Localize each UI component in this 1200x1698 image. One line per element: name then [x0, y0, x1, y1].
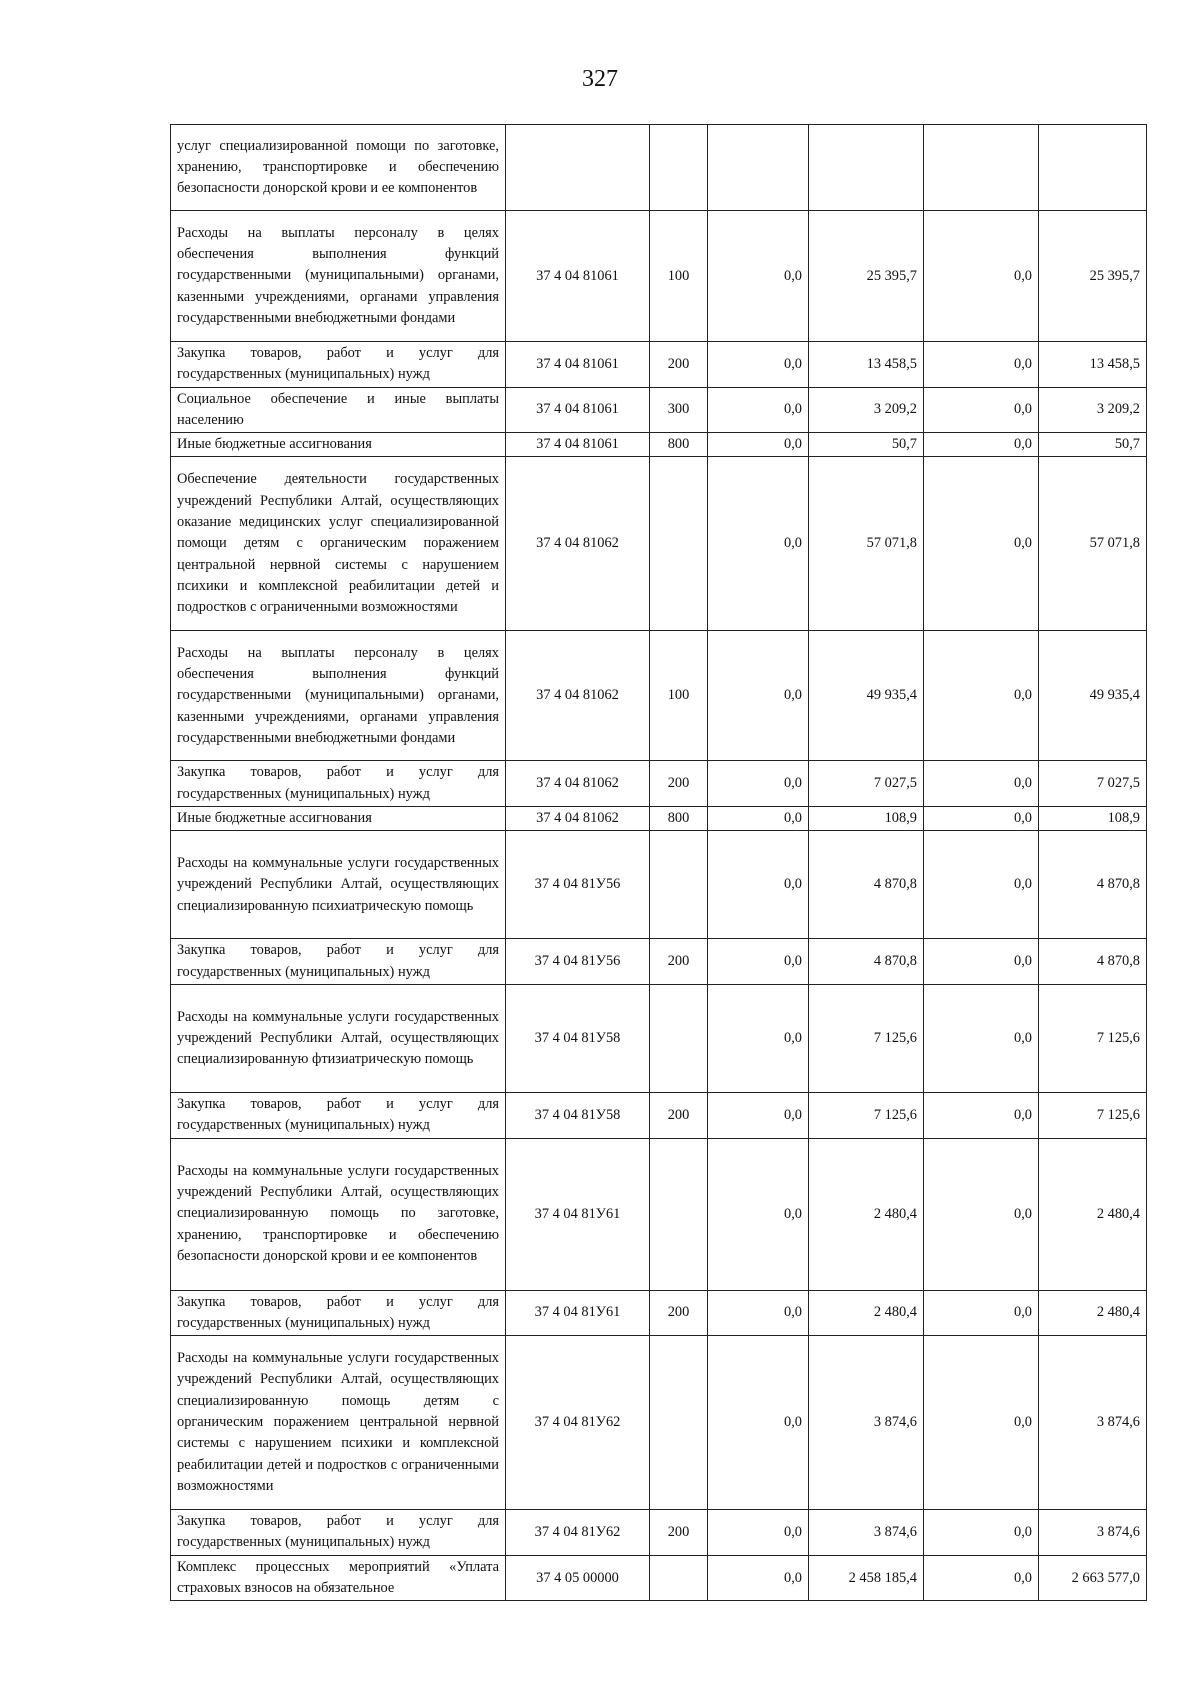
table-row	[171, 1336, 1147, 1510]
row-value-1: 0,0	[708, 457, 809, 631]
row-value-1: 0,0	[708, 387, 809, 433]
row-value-4: 57 071,8	[1039, 457, 1147, 631]
row-expense-type	[650, 831, 708, 939]
row-value-3: 0,0	[924, 1555, 1039, 1601]
table-row	[171, 1138, 1147, 1290]
row-value-2: 49 935,4	[809, 631, 924, 761]
row-value-1: 0,0	[708, 631, 809, 761]
row-name: Иные бюджетные ассигнования	[171, 433, 506, 457]
row-value-1	[708, 125, 809, 211]
row-value-2: 3 874,6	[809, 1510, 924, 1556]
row-value-3: 0,0	[924, 807, 1039, 831]
table-row	[171, 831, 1147, 939]
row-value-1: 0,0	[708, 1555, 809, 1601]
row-name: Расходы на коммунальные услуги государственных учреждений Республики Алтай, осуществляющих специализированную помощь детям с органическим поражением центральной нервной системы с нарушением психики и комплексной реабилитации детей и подростков с ограниченными возможностями	[171, 1336, 506, 1510]
row-code: 37 4 05 00000	[506, 1555, 650, 1601]
row-expense-type: 200	[650, 1510, 708, 1556]
row-value-2: 7 125,6	[809, 1092, 924, 1138]
row-name: Расходы на коммунальные услуги государственных учреждений Республики Алтай, осуществляющих специализированную фтизиатрическую помощь	[171, 984, 506, 1092]
row-name: Расходы на коммунальные услуги государственных учреждений Республики Алтай, осуществляющих специализированную помощь по заготовке, хранению, транспортировке и обеспечению безопасности донорской крови и ее компонентов	[171, 1138, 506, 1290]
table-row	[171, 807, 1147, 831]
row-expense-type	[650, 125, 708, 211]
row-value-2: 7 125,6	[809, 984, 924, 1092]
row-expense-type	[650, 1138, 708, 1290]
row-expense-type: 800	[650, 807, 708, 831]
row-name: Расходы на выплаты персоналу в целях обеспечения выполнения функций государственными (муниципальными) органами, казенными учреждениями, органами управления государственными внебюджетными фондами	[171, 631, 506, 761]
row-value-3	[924, 125, 1039, 211]
row-expense-type: 200	[650, 1290, 708, 1336]
row-name: Иные бюджетные ассигнования	[171, 807, 506, 831]
row-code: 37 4 04 81У62	[506, 1336, 650, 1510]
row-name: Комплекс процессных мероприятий «Уплата страховых взносов на обязательное	[171, 1555, 506, 1601]
row-expense-type: 800	[650, 433, 708, 457]
row-code: 37 4 04 81062	[506, 457, 650, 631]
row-code: 37 4 04 81У62	[506, 1510, 650, 1556]
row-expense-type: 200	[650, 342, 708, 388]
row-code: 37 4 04 81062	[506, 761, 650, 807]
row-value-4: 25 395,7	[1039, 211, 1147, 342]
table-row	[171, 1290, 1147, 1336]
table-row	[171, 984, 1147, 1092]
row-value-4: 13 458,5	[1039, 342, 1147, 388]
table-row	[171, 1555, 1147, 1601]
row-value-2	[809, 125, 924, 211]
row-value-3: 0,0	[924, 1138, 1039, 1290]
row-code: 37 4 04 81061	[506, 211, 650, 342]
row-value-3: 0,0	[924, 1510, 1039, 1556]
table-row	[171, 761, 1147, 807]
row-expense-type	[650, 1336, 708, 1510]
row-value-4: 108,9	[1039, 807, 1147, 831]
row-value-2: 3 209,2	[809, 387, 924, 433]
row-value-2: 25 395,7	[809, 211, 924, 342]
row-value-1: 0,0	[708, 1092, 809, 1138]
row-value-1: 0,0	[708, 1510, 809, 1556]
row-name: Закупка товаров, работ и услуг для государственных (муниципальных) нужд	[171, 1092, 506, 1138]
table-row	[171, 211, 1147, 342]
row-value-2: 2 458 185,4	[809, 1555, 924, 1601]
row-code: 37 4 04 81062	[506, 807, 650, 831]
row-value-4: 3 209,2	[1039, 387, 1147, 433]
row-name: Закупка товаров, работ и услуг для государственных (муниципальных) нужд	[171, 1510, 506, 1556]
row-value-3: 0,0	[924, 939, 1039, 985]
row-value-2: 4 870,8	[809, 939, 924, 985]
row-name: Расходы на выплаты персоналу в целях обеспечения выполнения функций государственными (муниципальными) органами, казенными учреждениями, органами управления государственными внебюджетными фондами	[171, 211, 506, 342]
row-value-4: 49 935,4	[1039, 631, 1147, 761]
row-value-3: 0,0	[924, 984, 1039, 1092]
row-value-3: 0,0	[924, 631, 1039, 761]
row-value-1: 0,0	[708, 939, 809, 985]
row-value-4: 50,7	[1039, 433, 1147, 457]
row-value-4: 4 870,8	[1039, 831, 1147, 939]
row-code: 37 4 04 81У61	[506, 1290, 650, 1336]
row-name: услуг специализированной помощи по заготовке, хранению, транспортировке и обеспечению безопасности донорской крови и ее компонентов	[171, 125, 506, 211]
row-value-3: 0,0	[924, 831, 1039, 939]
table-row	[171, 1510, 1147, 1556]
row-value-1: 0,0	[708, 984, 809, 1092]
row-name: Расходы на коммунальные услуги государственных учреждений Республики Алтай, осуществляющих специализированную психиатрическую помощь	[171, 831, 506, 939]
row-value-2: 57 071,8	[809, 457, 924, 631]
row-expense-type: 200	[650, 939, 708, 985]
row-name: Социальное обеспечение и иные выплаты населению	[171, 387, 506, 433]
row-name: Закупка товаров, работ и услуг для государственных (муниципальных) нужд	[171, 939, 506, 985]
row-value-4: 2 480,4	[1039, 1138, 1147, 1290]
row-value-1: 0,0	[708, 342, 809, 388]
row-value-2: 2 480,4	[809, 1290, 924, 1336]
row-name: Закупка товаров, работ и услуг для государственных (муниципальных) нужд	[171, 342, 506, 388]
row-expense-type: 300	[650, 387, 708, 433]
row-expense-type: 200	[650, 761, 708, 807]
row-code: 37 4 04 81061	[506, 433, 650, 457]
row-code: 37 4 04 81062	[506, 631, 650, 761]
row-value-4: 7 027,5	[1039, 761, 1147, 807]
table-row	[171, 457, 1147, 631]
row-expense-type: 100	[650, 631, 708, 761]
row-value-3: 0,0	[924, 761, 1039, 807]
row-value-4	[1039, 125, 1147, 211]
row-value-3: 0,0	[924, 433, 1039, 457]
row-value-3: 0,0	[924, 1092, 1039, 1138]
row-value-1: 0,0	[708, 761, 809, 807]
row-name: Обеспечение деятельности государственных учреждений Республики Алтай, осуществляющих оказание медицинских услуг специализированной помощи детям с органическим поражением центральной нервной системы с нарушением психики и комплексной реабилитации детей и подростков с ограниченными возможностями	[171, 457, 506, 631]
row-value-3: 0,0	[924, 342, 1039, 388]
table-row	[171, 1092, 1147, 1138]
table-row	[171, 125, 1147, 211]
row-expense-type	[650, 1555, 708, 1601]
row-code: 37 4 04 81У58	[506, 984, 650, 1092]
row-value-1: 0,0	[708, 211, 809, 342]
row-name: Закупка товаров, работ и услуг для государственных (муниципальных) нужд	[171, 1290, 506, 1336]
row-value-1: 0,0	[708, 807, 809, 831]
row-value-3: 0,0	[924, 387, 1039, 433]
row-value-4: 7 125,6	[1039, 984, 1147, 1092]
row-value-2: 108,9	[809, 807, 924, 831]
page-number: 327	[582, 66, 618, 92]
row-code: 37 4 04 81У56	[506, 939, 650, 985]
row-code: 37 4 04 81У61	[506, 1138, 650, 1290]
row-value-3: 0,0	[924, 457, 1039, 631]
row-value-2: 2 480,4	[809, 1138, 924, 1290]
row-code: 37 4 04 81У58	[506, 1092, 650, 1138]
row-value-2: 7 027,5	[809, 761, 924, 807]
row-value-4: 2 480,4	[1039, 1290, 1147, 1336]
row-code: 37 4 04 81061	[506, 387, 650, 433]
row-value-1: 0,0	[708, 1290, 809, 1336]
row-value-4: 4 870,8	[1039, 939, 1147, 985]
table-row	[171, 433, 1147, 457]
row-value-4: 2 663 577,0	[1039, 1555, 1147, 1601]
row-code: 37 4 04 81У56	[506, 831, 650, 939]
row-value-2: 13 458,5	[809, 342, 924, 388]
row-value-1: 0,0	[708, 1138, 809, 1290]
row-value-2: 3 874,6	[809, 1336, 924, 1510]
row-value-1: 0,0	[708, 433, 809, 457]
row-value-3: 0,0	[924, 1336, 1039, 1510]
row-expense-type	[650, 457, 708, 631]
row-value-1: 0,0	[708, 1336, 809, 1510]
row-value-4: 3 874,6	[1039, 1336, 1147, 1510]
table-row	[171, 387, 1147, 433]
row-value-1: 0,0	[708, 831, 809, 939]
table-row	[171, 939, 1147, 985]
table-row	[171, 342, 1147, 388]
row-value-4: 7 125,6	[1039, 1092, 1147, 1138]
row-code: 37 4 04 81061	[506, 342, 650, 388]
row-code	[506, 125, 650, 211]
row-expense-type	[650, 984, 708, 1092]
table-row	[171, 631, 1147, 761]
row-value-2: 4 870,8	[809, 831, 924, 939]
budget-table	[170, 124, 1147, 1601]
row-name: Закупка товаров, работ и услуг для государственных (муниципальных) нужд	[171, 761, 506, 807]
row-value-4: 3 874,6	[1039, 1510, 1147, 1556]
row-value-3: 0,0	[924, 211, 1039, 342]
row-value-2: 50,7	[809, 433, 924, 457]
row-expense-type: 100	[650, 211, 708, 342]
row-expense-type: 200	[650, 1092, 708, 1138]
row-value-3: 0,0	[924, 1290, 1039, 1336]
